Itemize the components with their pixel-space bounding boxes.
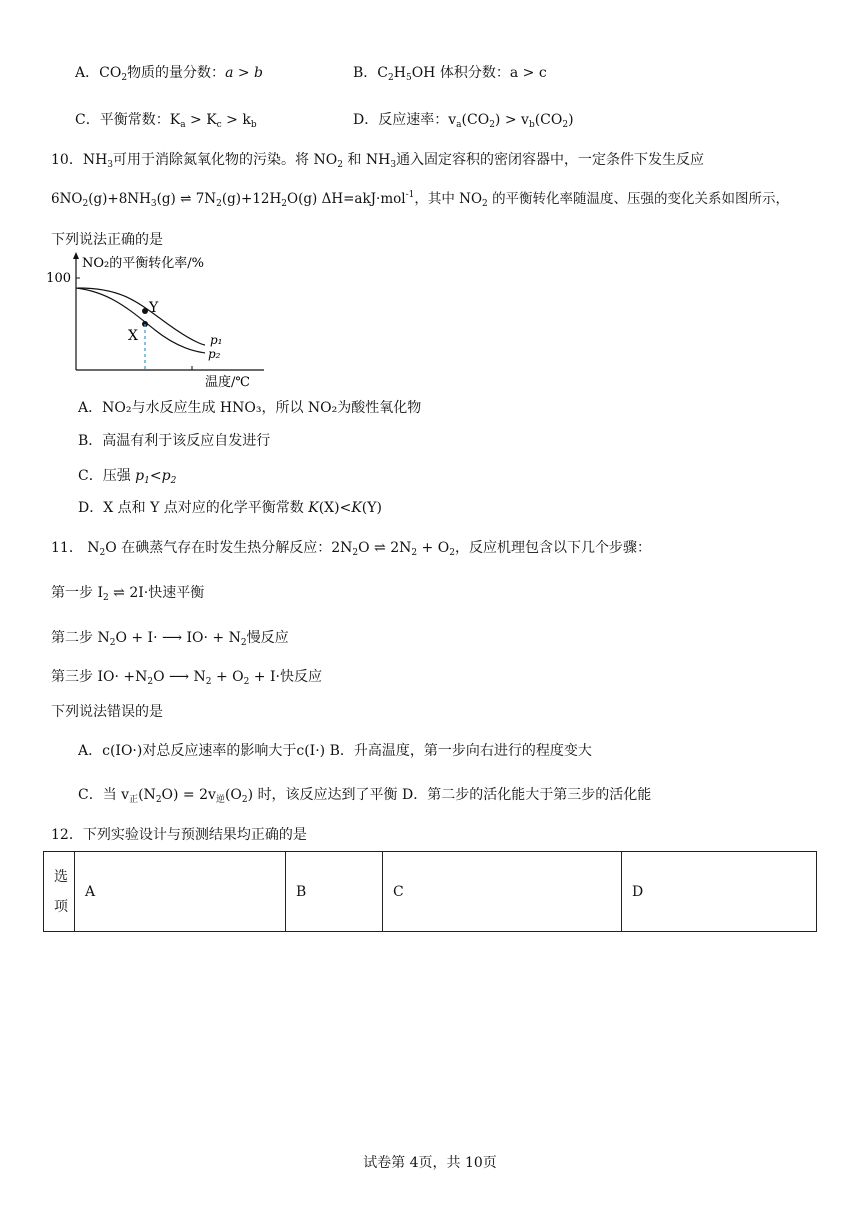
q9-option-b: B．$C_2H_5OH$ 体积分数：a > c (353, 65, 547, 83)
curve-p1-label: p₁ (210, 333, 223, 347)
table-cell-b: B (286, 852, 383, 932)
x-axis-title: 温度/℃ (205, 375, 250, 390)
q11-intro: 11． $N_2O$ 在碘蒸气存在时发生热分解反应：$2N_2O$ ⇌ $2N_2 + O_2$，反应机理包含以下几个步骤： (51, 540, 651, 558)
table-cell-d: D (622, 852, 817, 932)
q12-table (43, 851, 817, 932)
curve-p2-label: p₂ (208, 347, 221, 361)
table-row (44, 852, 817, 932)
curve-p2 (76, 288, 205, 353)
q10-conversion-chart (40, 250, 280, 390)
q9-option-c: C．平衡常数：$K_a > K_c > k_b$ (75, 112, 257, 130)
q10-option-b: B．高温有利于该反应自发进行 (78, 433, 271, 449)
q11-option-c-d: C．当 $v_正(N_2O) = 2v_逆(O_2)$ 时，该反应达到了平衡 D．第二步的活化能大于第三步的活化能 (78, 787, 652, 805)
y-tick-label: 100 (46, 271, 71, 286)
table-cell-c: C (383, 852, 622, 932)
point-y (142, 308, 148, 314)
q11-option-a-b: A．c(IO·)对总反应速率的影响大于c(I·) B．升高温度，第一步向右进行的程度变大 (78, 743, 592, 759)
q10-option-c: C．压强 $p_1<p_2$ (78, 468, 177, 486)
q9-option-a: A．$CO_2$物质的量分数：a > b (75, 65, 264, 83)
q10-intro: 10．$NH_3$可用于消除氮氧化物的污染。将 $NO_2$ 和 $NH_3$通入固定容积的密闭容器中，一定条件下发生反应 (51, 152, 705, 170)
q12-title: 12．下列实验设计与预测结果均正确的是 (51, 827, 307, 843)
y-axis-title: NO₂的平衡转化率/% (82, 256, 204, 271)
q11-step2: 第二步 $N_2O + I\cdot$ ⟶ $IO\cdot + N_2$慢反应 (51, 630, 289, 648)
q10-option-a: A．NO₂与水反应生成 HNO₃，所以 NO₂为酸性氧化物 (78, 400, 422, 416)
q11-ask: 下列说法错误的是 (51, 704, 163, 720)
q10-equation: $6NO_2(g)+8NH_3(g)$ ⇌ $7N_2(g)+12H_2O(g)$ ΔH=akJ·mol$^{-1}$，其中 $NO_2$ 的平衡转化率随温度、压强的变化关系如图所示， (51, 190, 790, 209)
q10-ask: 下列说法正确的是 (51, 232, 163, 248)
point-y-label: Y (149, 300, 159, 316)
table-header-cell: 选 项 (44, 852, 75, 932)
point-x-label: X (128, 328, 138, 344)
q11-step3: 第三步 $IO\cdot +N_2O$ ⟶ $N_2 + O_2 + I\cdot$快反应 (51, 669, 322, 687)
table-cell-a: A (75, 852, 286, 932)
curve-p1 (78, 288, 205, 345)
q9-option-d: D．反应速率：$v_a(CO_2) > v_b(CO_2)$ (353, 112, 574, 130)
q11-step1: 第一步 $I_2$ ⇌ 2I·快速平衡 (51, 585, 205, 603)
q10-option-d: D．X 点和 Y 点对应的化学平衡常数 K(X)<K(Y) (78, 500, 382, 516)
y-axis-arrow (73, 252, 79, 259)
page-footer: 试卷第 4页，共 10页 (363, 1155, 497, 1171)
